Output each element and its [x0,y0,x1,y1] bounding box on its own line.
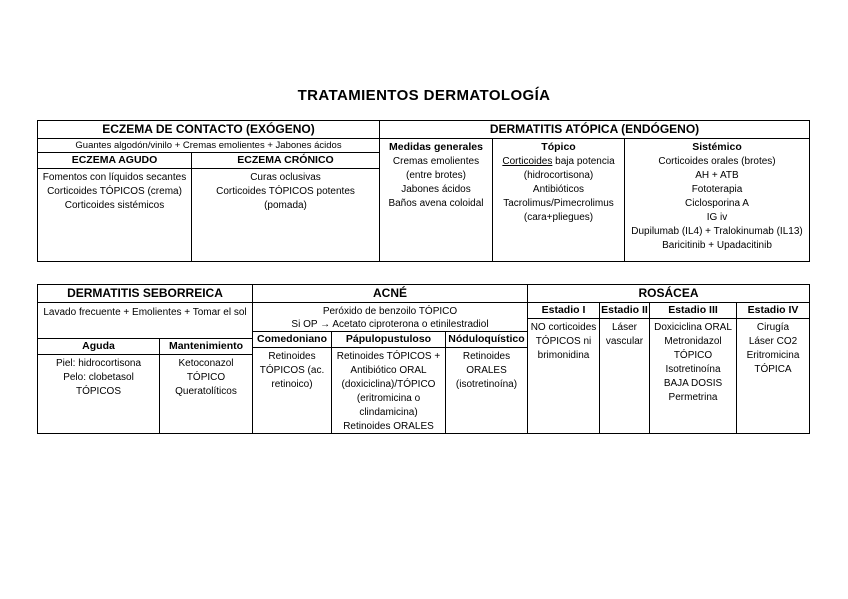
acne-papulopustuloso-header: Pápulopustuloso [332,332,445,348]
bottom-table-body [38,303,809,433]
text-line: Cirugía [756,322,790,333]
bottom-table-header-row [38,285,809,303]
underlined-term: Corticoides [502,156,553,167]
seborreica-subcolumns [38,339,252,433]
text-line: Cremas emolientes (entre brotes) [392,156,480,181]
rosacea-section [528,303,809,433]
acne-comedoniano-column [253,332,332,434]
eczema-cronico-header: ECZEMA CRÓNICO [192,153,379,169]
seborreica-general-measures: Lavado frecuente + Emolientes + Tomar el sol [38,303,252,339]
text-line: Antibióticos [532,184,585,195]
seborreica-aguda-content [38,355,159,399]
rosacea-estadio-2-column [600,303,650,433]
acne-papulopustuloso-content [332,348,445,434]
seborreica-acne-rosacea-table [37,284,810,434]
rosacea-estadio-1-content [528,319,599,363]
rosacea-estadio-3-header: Estadio III [650,303,736,319]
rosacea-estadio-3-column [650,303,737,433]
text-line: Tacrolimus/Pimecrolimus (cara+pliegues) [503,198,614,223]
text-line: Metronidazol TÓPICO [664,336,722,361]
text-line: Fomentos con líquidos secantes [42,172,187,183]
atopica-topico-content [493,169,624,225]
rosacea-estadio-4-column [737,303,809,433]
rosacea-estadio-2-header: Estadio II [600,303,649,319]
text-line: Jabones ácidos [401,184,471,195]
eczema-agudo-content [38,169,191,213]
atopica-medidas-content [380,155,492,211]
eczema-cronico-content [192,169,379,213]
topico-line-1-rest: baja potencia [552,156,615,167]
text-line: Isotretinoína BAJA DOSIS [663,364,723,389]
dermatitis-seborreica-header: DERMATITIS SEBORREICA [38,285,253,302]
atopica-medidas-header: Medidas generales [389,141,483,153]
acne-papulopustuloso-column [332,332,446,434]
eczema-cronico-column [192,153,379,261]
text-line: Permetrina [668,392,718,403]
seborreica-mantenimiento-header: Mantenimiento [160,339,252,355]
text-line: brimonidina [537,350,590,361]
rosacea-estadio-4-content [737,319,809,377]
eczema-dermatitis-table [37,120,810,262]
text-line: IG iv [706,212,728,223]
atopica-sistemico-header: Sistémico [692,141,742,153]
page-title: TRATAMIENTOS DERMATOLOGÍA [297,87,551,104]
acne-noduloquistico-header: Nóduloquístico [446,332,527,348]
text-line: Retinoides TÓPICOS (ac. retinoico) [259,351,325,390]
atopica-medidas-column [380,139,493,261]
text-line: Ketoconazol [178,358,234,369]
seborreica-mantenimiento-column [160,339,252,433]
atopica-sistemico-content [625,155,809,253]
text-line: Si OP → Acetato ciproterona o etinilestradiol [291,319,489,330]
text-line: Corticoides sistémicos [64,200,165,211]
atopica-sistemico-column [625,139,809,261]
text-line: Corticoides TÓPICOS (crema) [47,186,182,197]
rosacea-estadio-1-column [528,303,600,433]
text-line: Retinoides ORALES [343,421,434,432]
acne-section [253,303,528,433]
acne-comedoniano-header: Comedoniano [253,332,331,348]
eczema-agudo-column [38,153,192,261]
dermatitis-atopica-header: DERMATITIS ATÓPICA (ENDÓGENO) [489,122,700,136]
text-line: Pelo: clobetasol [63,372,134,383]
atopica-topico-column [493,139,625,261]
rosacea-estadio-2-content [600,319,649,349]
eczema-general-measures: Guantes algodón/vinilo + Cremas emolientes + Jabones ácidos [38,139,379,153]
text-line: Doxiciclina ORAL [654,322,732,333]
acne-noduloquistico-content [446,348,527,392]
atopica-topico-header: Tópico [541,141,576,153]
text-line: (hidrocortisona) [523,170,594,181]
eczema-table-body [38,139,809,261]
rosacea-estadio-1-header: Estadio I [528,303,599,319]
corticoides-baja-potencia-line [495,155,622,169]
seborreica-mantenimiento-content [160,355,252,399]
rosacea-header: ROSÁCEA [638,286,699,300]
seborreica-section [38,303,253,433]
text-line: Queratolíticos [175,386,237,397]
dermatitis-atopica-section [380,139,809,261]
text-line: AH + ATB [695,170,739,181]
eczema-contacto-header: ECZEMA DE CONTACTO (EXÓGENO) [38,121,380,138]
text-line: TÓPICO [186,372,226,383]
text-line: Corticoides orales (brotes) [658,156,776,167]
acne-header: ACNÉ [253,285,528,302]
text-line: vascular [605,336,644,347]
text-line: Ciclosporina A [685,198,749,209]
rosacea-estadio-4-header: Estadio IV [737,303,809,319]
text-line: TÓPICOS ni [535,336,592,347]
rosacea-estadio-3-content [650,319,736,405]
text-line: Fototerapia [691,184,743,195]
eczema-agudo-header: ECZEMA AGUDO [38,153,191,169]
text-line: Eritromicina TÓPICA [746,350,800,375]
text-line: Piel: hidrocortisona [55,358,142,369]
acne-general-measures [253,303,527,332]
seborreica-aguda-header: Aguda [38,339,159,355]
acne-noduloquistico-column [446,332,527,434]
text-line: Dupilumab (IL4) + Tralokinumab (IL13) [631,226,803,237]
atopica-topico-line-1 [493,155,624,169]
text-line: Corticoides TÓPICOS potentes (pomada) [216,186,355,211]
text-line: Láser [611,322,637,333]
seborreica-aguda-column [38,339,160,433]
text-line: Curas oclusivas [250,172,321,183]
text-line: Baños avena coloidal [388,198,484,209]
eczema-contacto-section [38,139,380,261]
eczema-table-header-row [38,121,809,139]
acne-comedoniano-content [253,348,331,392]
acne-subcolumns [253,332,527,434]
eczema-subcolumns [38,153,379,261]
text-line: Láser CO2 [748,336,798,347]
text-line: Baricitinib + Upadacitinib [662,240,772,251]
text-line: Retinoides ORALES (isotretinoína) [455,351,518,390]
text-line: Retinoides TÓPICOS + Antibiótico ORAL (doxiciclina)/TÓPICO (eritromicina o clindamicina) [336,351,441,418]
text-line: NO corticoides [530,322,597,333]
text-line: Peróxido de benzoilo TÓPICO [322,306,458,317]
text-line: TÓPICOS [75,386,121,397]
